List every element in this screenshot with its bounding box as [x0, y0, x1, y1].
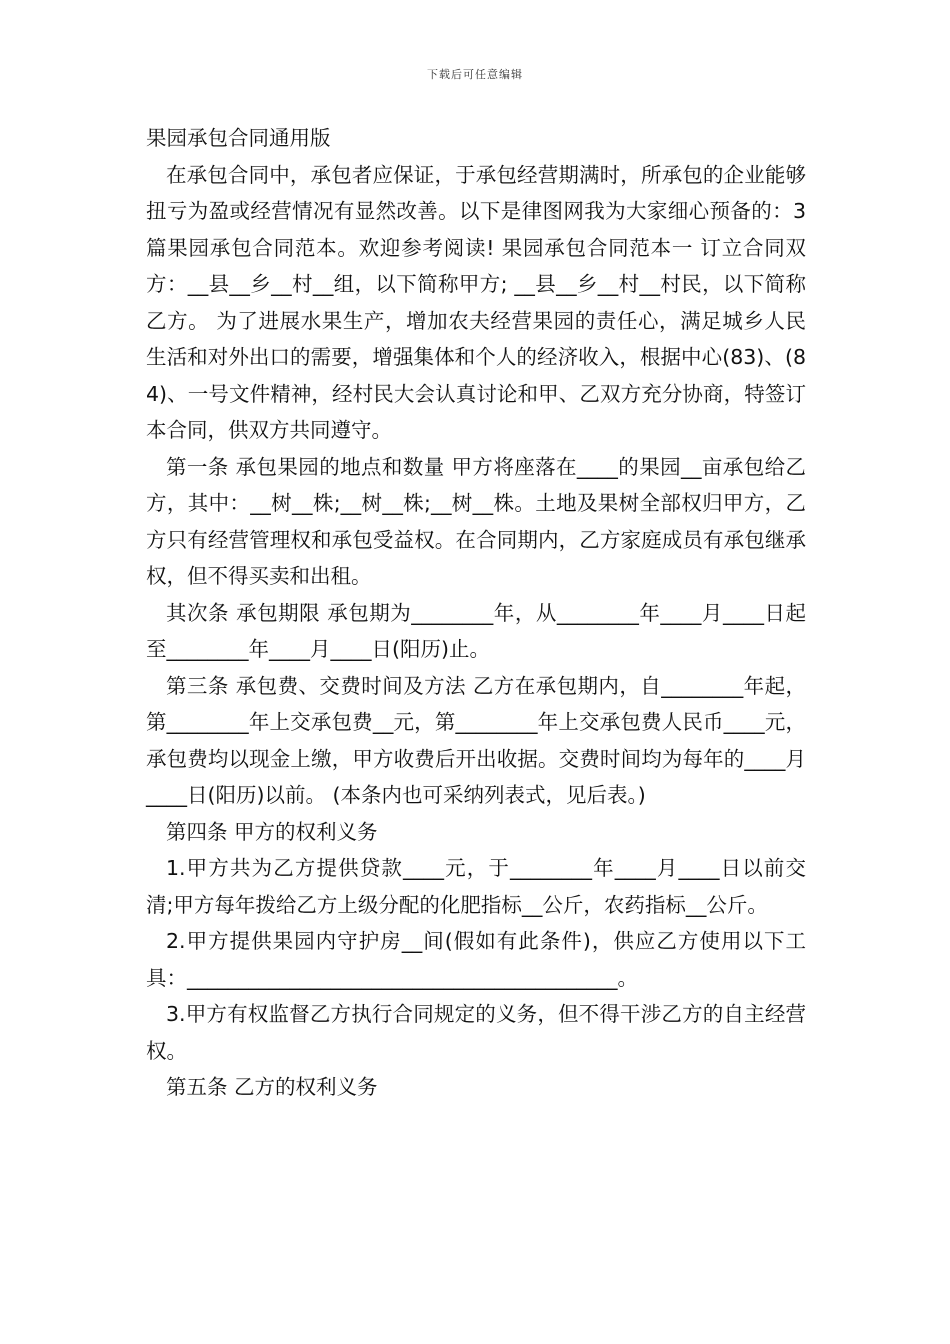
article-4-item-2: 2.甲方提供果园内守护房__间(假如有此条件)，供应乙方使用以下工具：__________________________________________。	[146, 929, 806, 990]
intro-paragraph: 在承包合同中，承包者应保证，于承包经营期满时，所承包的企业能够扭亏为盈或经营情况有显然改善。以下是律图网我为大家细心预备的：3篇果园承包合同范本。欢迎参考阅读! 果园承包合同范本一 订立合同双方：__县__乡__村__组，以下简称甲方; __县__乡__村__村民，以下简称乙方。 为了进展水果生产，增加农夫经营果园的责任心，满足城乡人民生活和对外出口的需要，增强集体和个人的经济收入，根据中心(83)、(84)、一号文件精神，经村民大会认真讨论和甲、乙双方充分协商，特签订本合同，供双方共同遵守。	[146, 162, 806, 442]
article-4-item-1: 1.甲方共为乙方提供贷款____元，于________年____月____日以前交清;甲方每年拨给乙方上级分配的化肥指标__公斤，农药指标__公斤。	[146, 856, 806, 917]
header-note: 下载后可任意编辑	[427, 68, 523, 81]
article-1-paragraph: 第一条 承包果园的地点和数量 甲方将座落在____的果园__亩承包给乙方，其中：__树__株;__树__株;__树__株。土地及果树全部权归甲方，乙方只有经营管理权和承包受益权。在合同期内，乙方家庭成员有承包继承权，但不得买卖和出租。	[146, 454, 806, 588]
document-body	[146, 120, 806, 1106]
article-2-paragraph: 其次条 承包期限 承包期为________年，从________年____月____日起至________年____月____日(阳历)止。	[146, 600, 806, 661]
article-4-item-3: 3.甲方有权监督乙方执行合同规定的义务，但不得干涉乙方的自主经营权。	[146, 1002, 806, 1063]
document-title: 果园承包合同通用版	[146, 126, 331, 150]
article-3-paragraph: 第三条 承包费、交费时间及方法 乙方在承包期内，自________年起，第________年上交承包费__元，第________年上交承包费人民币____元，承包费均以现金上缴，甲方收费后开出收据。交费时间均为每年的____月____日(阳历)以前。 (本条内也可采纳列表式，见后表。)	[146, 673, 806, 807]
article-5-heading: 第五条 乙方的权利义务	[166, 1075, 378, 1099]
article-4-heading: 第四条 甲方的权利义务	[166, 819, 378, 844]
